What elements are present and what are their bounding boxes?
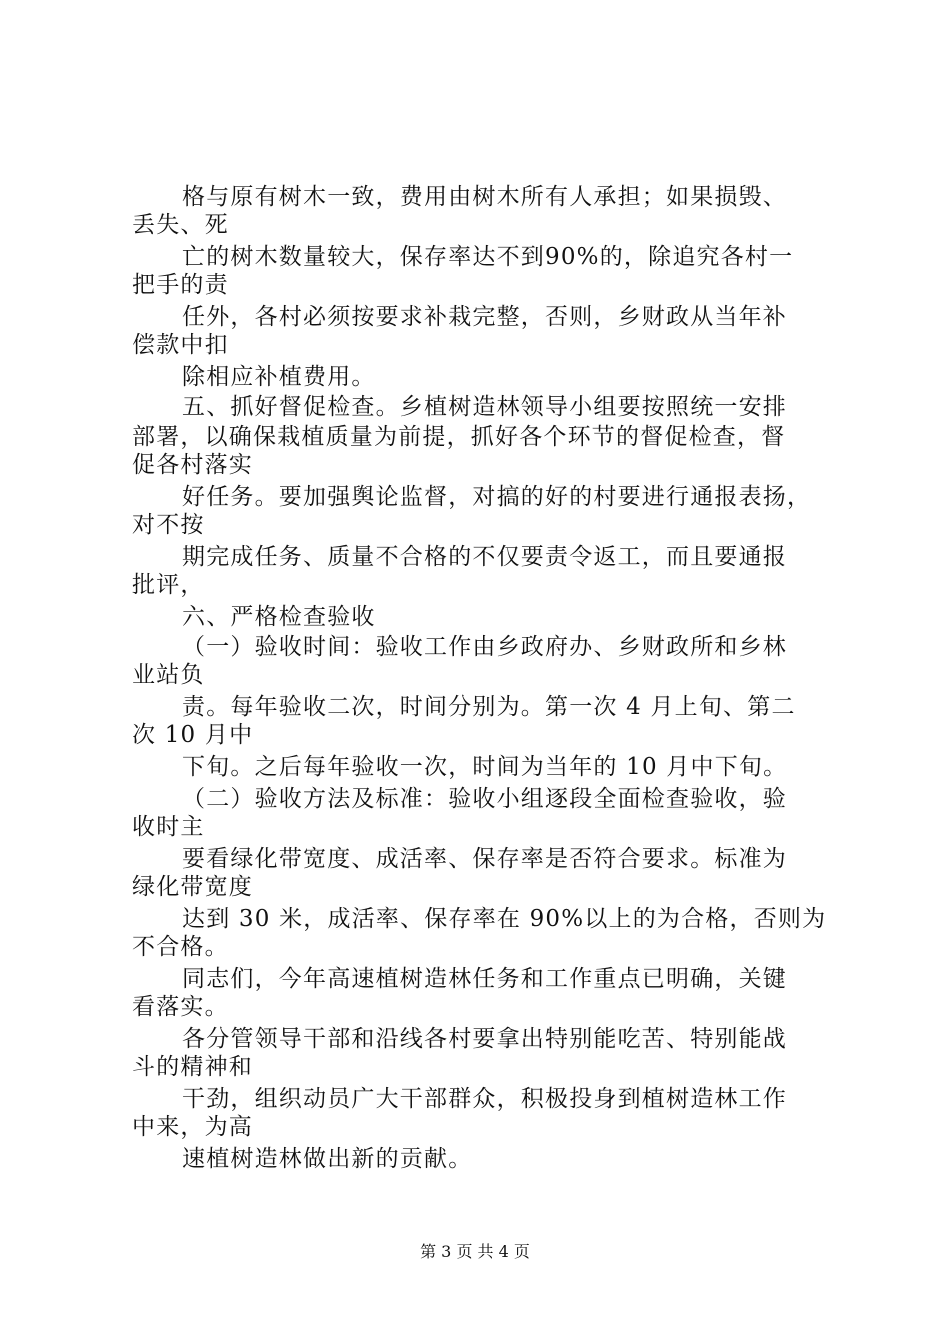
text-line: 同志们，今年高速植树造林任务和工作重点已明确，关键 (182, 966, 787, 992)
text-line: 对不按 (132, 512, 205, 538)
text-line: 期完成任务、质量不合格的不仅要责令返工，而且要通报 (182, 544, 787, 570)
text-line: 斗的精神和 (132, 1054, 253, 1080)
text-line: 收时主 (132, 814, 205, 840)
text-line: 业站负 (132, 662, 205, 688)
text-line: 中来，为高 (132, 1114, 253, 1140)
text-line: 促各村落实 (132, 452, 253, 478)
section-heading: 五、抓好督促检查。乡植树造林领导小组要按照统一安排 (182, 394, 787, 420)
text-line: 干劲，组织动员广大干部群众，积极投身到植树造林工作 (182, 1086, 787, 1112)
text-line: 要看绿化带宽度、成活率、保存率是否符合要求。标准为 (182, 846, 787, 872)
text-line: 偿款中扣 (132, 332, 229, 358)
text-line: 把手的责 (132, 272, 229, 298)
text-line: 批评， (132, 572, 205, 598)
text-line: 格与原有树木一致，费用由树木所有人承担；如果损毁、 (182, 184, 787, 210)
section-heading: 六、严格检查验收 (182, 604, 376, 630)
page-number-footer: 第 3 页 共 4 页 (420, 1242, 530, 1261)
text-line: 绿化带宽度 (132, 874, 253, 900)
text-line: 速植树造林做出新的贡献。 (182, 1146, 473, 1172)
subsection-heading: （一）验收时间：验收工作由乡政府办、乡财政所和乡林 (182, 634, 787, 660)
text-line: 次 10 月中 (132, 722, 254, 748)
text-line: 亡的树木数量较大，保存率达不到90%的，除追究各村一 (182, 244, 794, 270)
text-line: 部署，以确保栽植质量为前提，抓好各个环节的督促检查，督 (132, 424, 786, 450)
text-line: 好任务。要加强舆论监督，对搞的好的村要进行通报表扬， (182, 484, 812, 510)
text-line: 各分管领导干部和沿线各村要拿出特别能吃苦、特别能战 (182, 1026, 787, 1052)
text-line: 不合格。 (132, 934, 229, 960)
text-line: 任外，各村必须按要求补栽完整，否则，乡财政从当年补 (182, 304, 787, 330)
text-line: 责。每年验收二次，时间分别为。第一次 4 月上旬、第二 (182, 694, 796, 720)
text-line: 达到 30 米，成活率、保存率在 90%以上的为合格，否则为 (182, 906, 827, 932)
subsection-heading: （二）验收方法及标准：验收小组逐段全面检查验收，验 (182, 786, 787, 812)
text-line: 看落实。 (132, 994, 229, 1020)
text-line: 下旬。之后每年验收一次，时间为当年的 10 月中下旬。 (182, 754, 788, 780)
text-line: 除相应补植费用。 (182, 364, 376, 390)
text-line: 丢失、死 (132, 212, 229, 238)
